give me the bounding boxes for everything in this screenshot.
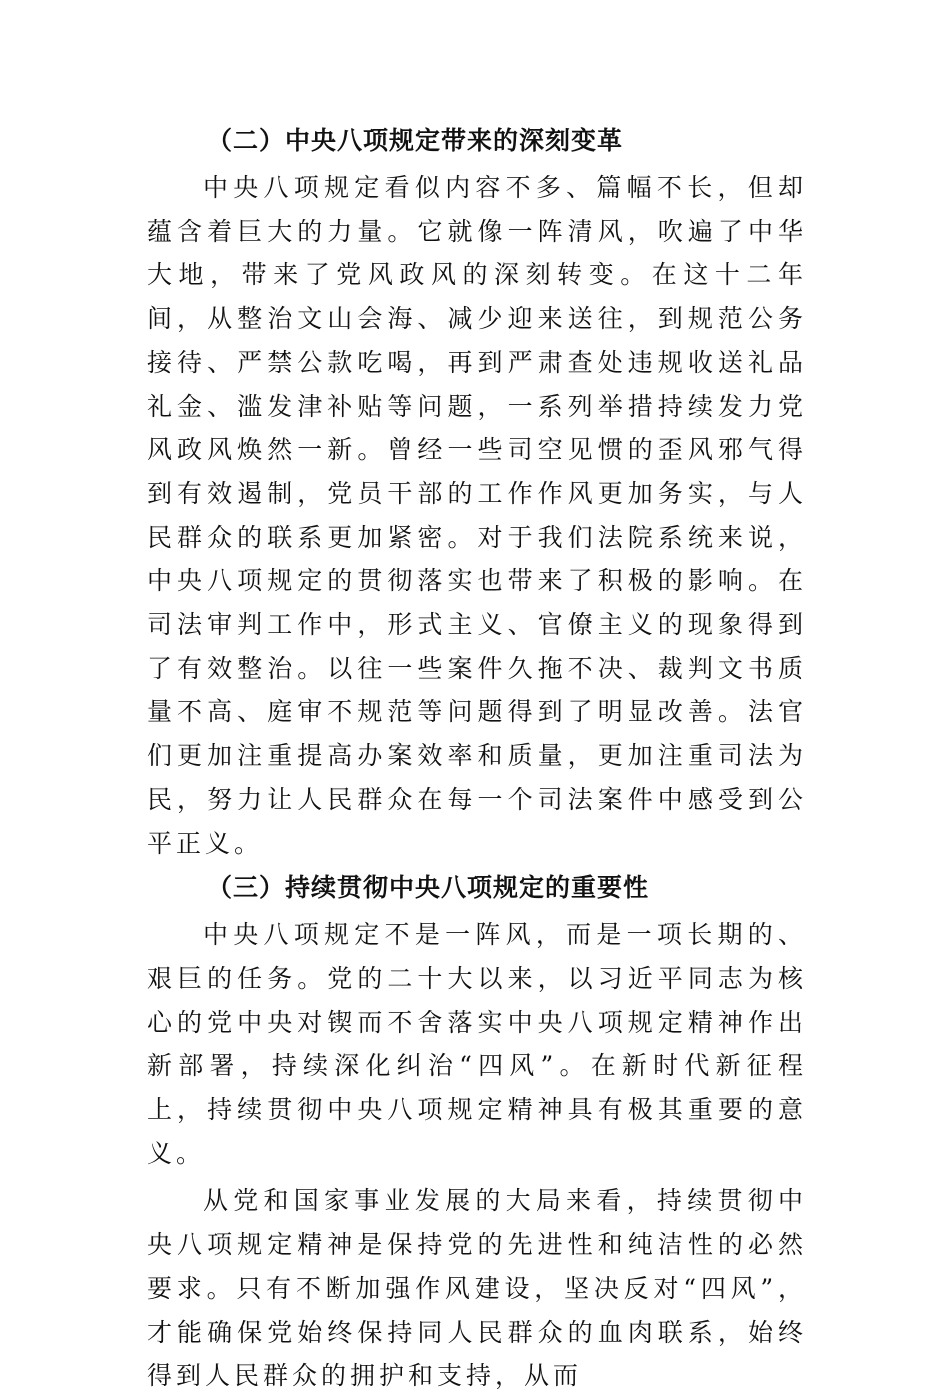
section-heading-2: （二）中央八项规定带来的深刻变革 [207, 126, 624, 155]
section-2-paragraph-1: 中央八项规定看似内容不多、篇幅不长，但却蕴含着巨大的力量。它就像一阵清风，吹遍了中华大地，带来了党风政风的深刻转变。在这十二年间，从整治文山会海、减少迎来送往，到规范公务接待、严禁公款吃喝，再到严肃查处违规收送礼品礼金、滥发津补贴等问题，一系列举措持续发力党风政风焕然一新。曾经一些司空见惯的歪风邪气得到有效遏制，党员干部的工作作风更加务实，与人民群众的联系更加紧密。对于我们法院系统来说，中央八项规定的贯彻落实也带来了积极的影响。在司法审判工作中，形式主义、官僚主义的现象得到了有效整治。以往一些案件久拖不决、裁判文书质量不高、庭审不规范等问题得到了明显改善。法官们更加注重提高办案效率和质量，更加注重司法为民，努力让人民群众在每一个司法案件中感受到公平正义。 [147, 173, 807, 858]
section-3-paragraph-1: 中央八项规定不是一阵风，而是一项长期的、艰巨的任务。党的二十大以来，以习近平同志为核心的党中央对锲而不舍落实中央八项规定精神作出新部署，持续深化纠治“四风”。在新时代新征程上，持续贯彻中央八项规定精神具有极其重要的意义。 [147, 920, 807, 1168]
document-body [147, 118, 807, 1398]
section-3-paragraph-2: 从党和国家事业发展的大局来看，持续贯彻中央八项规定精神是保持党的先进性和纯洁性的必然要求。只有不断加强作风建设，坚决反对“四风”，才能确保党始终保持同人民群众的血肉联系，始终得到人民群众的拥护和支持，从而 [147, 1186, 807, 1391]
section-heading-3: （三）持续贯彻中央八项规定的重要性 [207, 873, 650, 903]
